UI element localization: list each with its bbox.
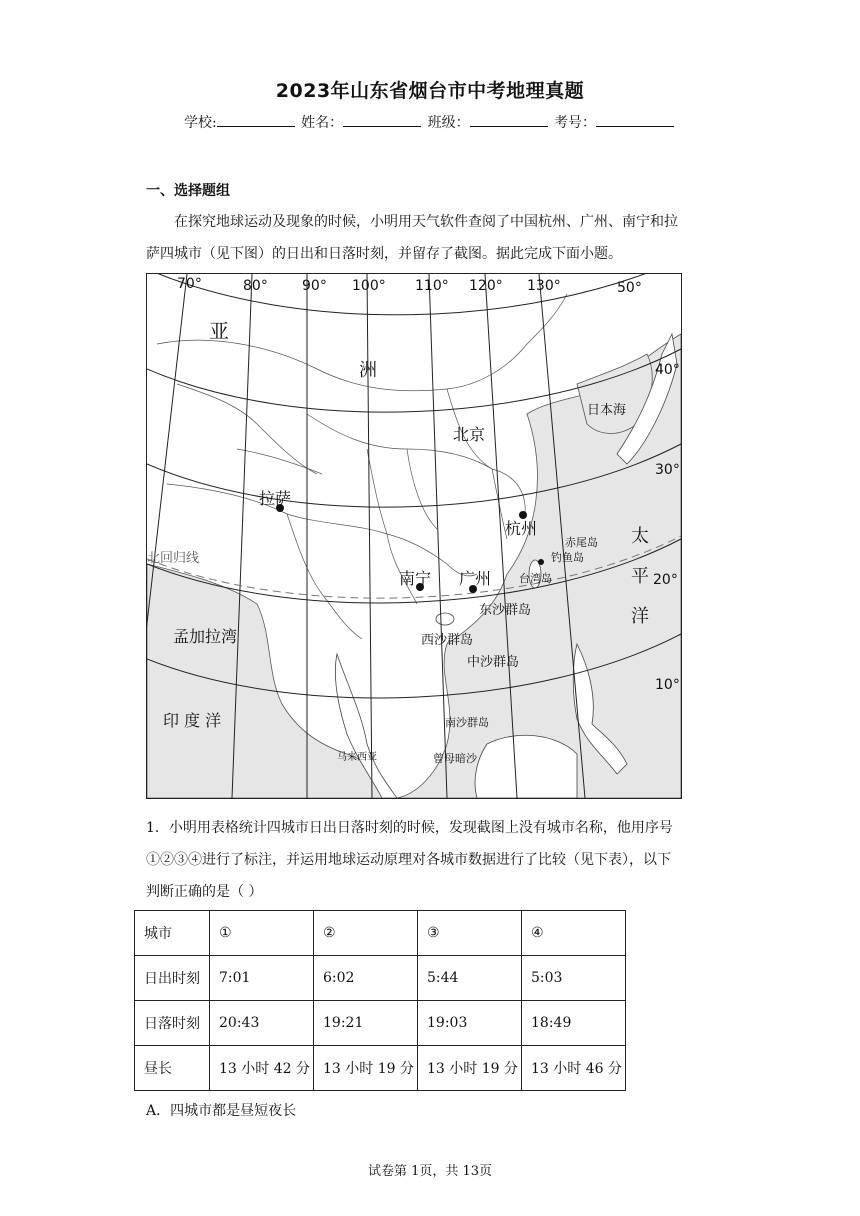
label-asia-1: 亚 <box>209 319 229 343</box>
label-sea-of-japan: 日本海 <box>587 403 627 418</box>
table-cell: ① <box>210 911 314 956</box>
table-row <box>135 956 626 1001</box>
lon-70: 70° <box>177 276 202 292</box>
table-row <box>135 1001 626 1046</box>
label-asia-2: 洲 <box>359 360 377 381</box>
table-row <box>135 911 626 956</box>
label-bay-of-bengal: 孟加拉湾 <box>173 627 238 646</box>
label-dongsha: 东沙群岛 <box>479 603 532 618</box>
class-label: 班级： <box>427 115 470 131</box>
lat-10: 10° <box>655 677 680 693</box>
question-1-line-1: 1．小明用表格统计四城市日出日落时刻的时候，发现截图上没有城市名称，他用序号 <box>146 820 673 836</box>
table-cell: 13 小时 19 分 <box>418 1046 522 1091</box>
label-pacific-3: 洋 <box>631 606 649 627</box>
intro-paragraph <box>146 206 716 270</box>
table-cell: 7:01 <box>210 956 314 1001</box>
lat-20: 20° <box>653 572 678 588</box>
table-cell: 13 小时 46 分 <box>522 1046 626 1091</box>
label-nansha: 南沙群岛 <box>445 716 489 729</box>
school-label: 学校: <box>183 115 217 131</box>
question-1-line-3: 判断正确的是（ ） <box>146 884 263 900</box>
table-cell: 6:02 <box>314 956 418 1001</box>
label-malaysia: 马来西亚 <box>337 752 377 763</box>
exam-title: 2023年山东省烟台市中考地理真题 <box>275 80 585 102</box>
table-cell: 5:03 <box>522 956 626 1001</box>
city-hangzhou: 杭州 <box>505 519 538 538</box>
class-blank[interactable] <box>470 114 548 127</box>
city-lhasa: 拉萨 <box>259 489 292 508</box>
table-cell: 日出时刻 <box>135 956 210 1001</box>
city-beijing: 北京 <box>453 425 486 444</box>
china-map <box>146 273 682 799</box>
exam-no-label: 考号： <box>554 115 597 131</box>
table-cell: 5:44 <box>418 956 522 1001</box>
question-1 <box>146 812 721 908</box>
lon-110: 110° <box>415 278 449 294</box>
label-diaoyu: 钓鱼岛 <box>551 551 584 564</box>
label-tropic: 北回归线 <box>147 551 200 566</box>
lon-100: 100° <box>352 278 386 294</box>
label-taiwan: 台湾岛 <box>519 572 552 585</box>
dot-diaoyu <box>538 559 544 565</box>
option-a[interactable]: A．四城市都是昼短夜长 <box>146 1103 297 1119</box>
school-blank[interactable] <box>217 114 295 127</box>
table-row <box>135 1046 626 1091</box>
lat-50: 50° <box>617 280 642 296</box>
name-blank[interactable] <box>343 114 421 127</box>
table-cell: ④ <box>522 911 626 956</box>
label-xisha: 西沙群岛 <box>421 633 474 648</box>
hainan-island <box>436 613 454 625</box>
lon-80: 80° <box>243 278 268 294</box>
table-cell: ② <box>314 911 418 956</box>
label-pacific-1: 太 <box>631 526 649 547</box>
dot-hangzhou <box>519 511 527 519</box>
table-cell: 日落时刻 <box>135 1001 210 1046</box>
table-cell: 19:21 <box>314 1001 418 1046</box>
table-cell: 昼长 <box>135 1046 210 1091</box>
section-title: 一、选择题组 <box>146 183 230 199</box>
lon-120: 120° <box>469 278 503 294</box>
page-footer: 试卷第 1页，共 13页 <box>367 1164 493 1179</box>
city-nanning: 南宁 <box>399 569 432 588</box>
label-zhongsha: 中沙群岛 <box>467 655 520 670</box>
exam-no-blank[interactable] <box>596 114 674 127</box>
table-cell: 18:49 <box>522 1001 626 1046</box>
table-cell: 13 小时 19 分 <box>314 1046 418 1091</box>
table-cell: 20:43 <box>210 1001 314 1046</box>
label-indian-ocean: 印 度 洋 <box>163 711 222 730</box>
borneo <box>475 735 577 798</box>
student-info-line <box>0 112 860 132</box>
name-label: 姓名： <box>301 115 344 131</box>
table-cell: 城市 <box>135 911 210 956</box>
label-chiwei: 赤尾岛 <box>565 536 598 549</box>
label-zengmu: 曾母暗沙 <box>433 752 477 765</box>
lon-130: 130° <box>527 278 561 294</box>
lat-30: 30° <box>655 462 680 478</box>
table-cell: ③ <box>418 911 522 956</box>
label-pacific-2: 平 <box>631 566 649 587</box>
city-data-table <box>134 910 626 1091</box>
table-cell: 19:03 <box>418 1001 522 1046</box>
intro-line-1: 在探究地球运动及现象的时候，小明用天气软件查阅了中国杭州、广州、南宁和拉 <box>174 214 678 230</box>
intro-line-2: 萨四城市（见下图）的日出和日落时刻，并留存了截图。据此完成下面小题。 <box>146 246 622 262</box>
map-svg <box>147 274 681 798</box>
lon-90: 90° <box>302 278 327 294</box>
lat-40: 40° <box>655 362 680 378</box>
question-1-line-2: ①②③④进行了标注，并运用地球运动原理对各城市数据进行了比较（见下表），以下 <box>146 852 671 868</box>
table-cell: 13 小时 42 分 <box>210 1046 314 1091</box>
city-guangzhou: 广州 <box>459 569 492 588</box>
